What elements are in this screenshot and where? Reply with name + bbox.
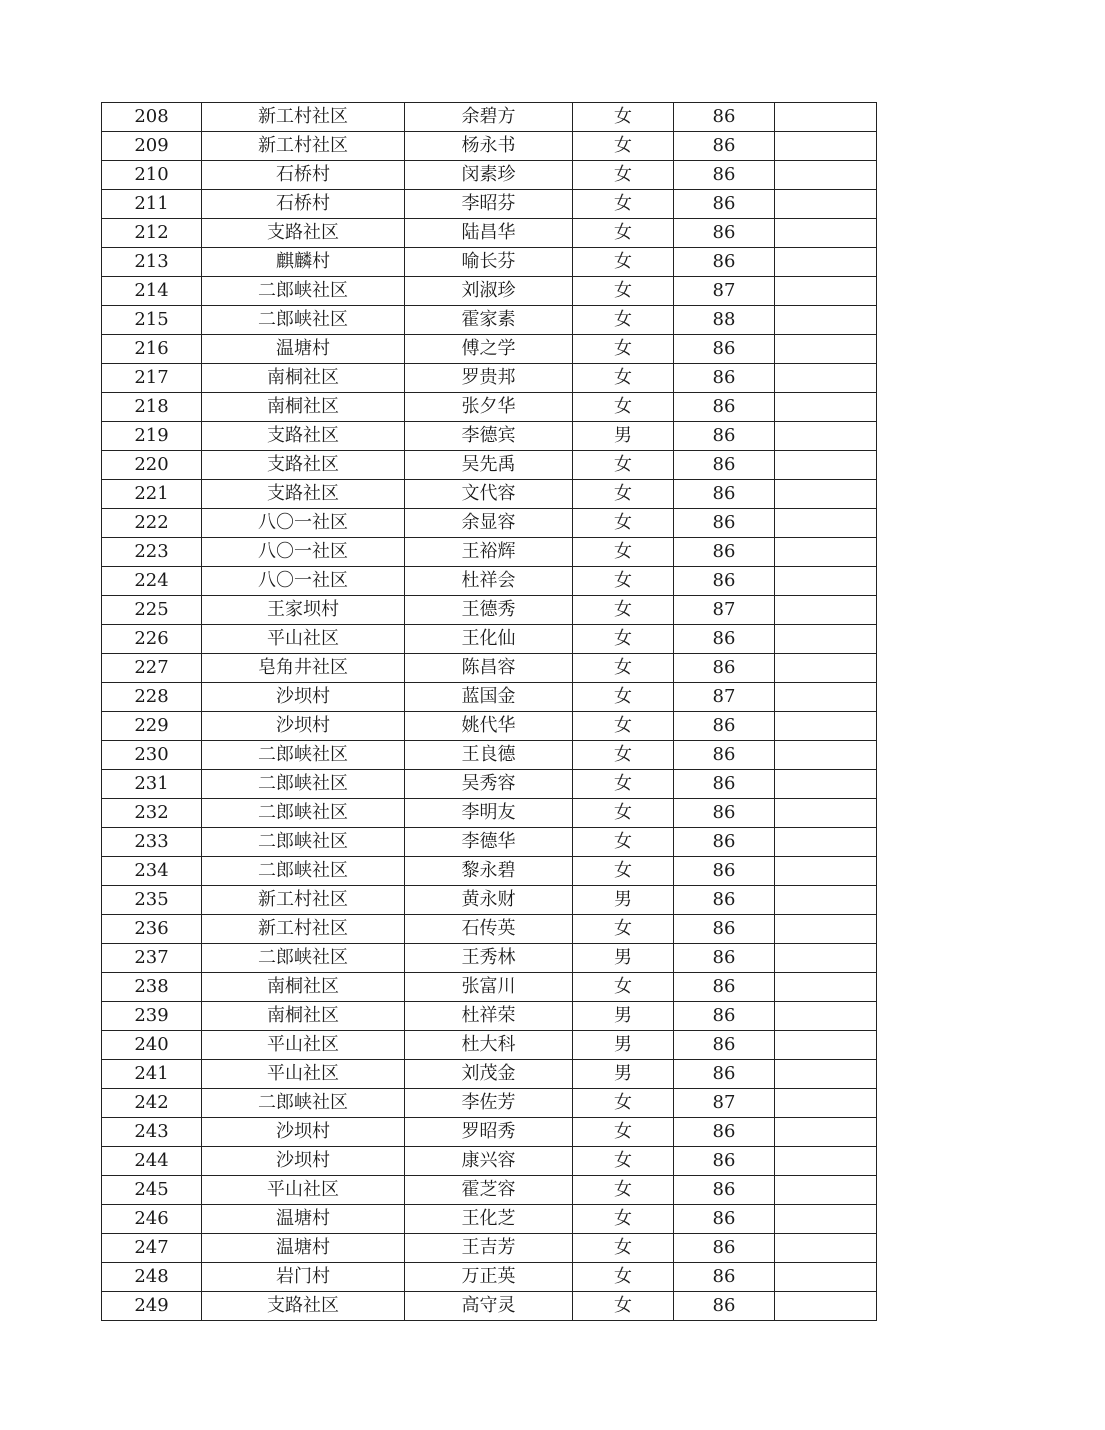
community-cell: 新工村社区 xyxy=(202,103,405,132)
community-cell: 麒麟村 xyxy=(202,248,405,277)
row-number-cell: 249 xyxy=(102,1292,202,1321)
community-cell: 支路社区 xyxy=(202,422,405,451)
gender-cell: 女 xyxy=(573,538,674,567)
row-number-cell: 248 xyxy=(102,1263,202,1292)
note-cell xyxy=(775,190,877,219)
name-cell: 陈昌容 xyxy=(405,654,573,683)
row-number-cell: 216 xyxy=(102,335,202,364)
row-number-cell: 214 xyxy=(102,277,202,306)
community-cell: 沙坝村 xyxy=(202,1118,405,1147)
age-cell: 86 xyxy=(674,335,775,364)
name-cell: 霍家素 xyxy=(405,306,573,335)
table-row xyxy=(102,1234,877,1263)
row-number-cell: 242 xyxy=(102,1089,202,1118)
age-cell: 86 xyxy=(674,1031,775,1060)
table-row xyxy=(102,248,877,277)
age-cell: 86 xyxy=(674,393,775,422)
gender-cell: 女 xyxy=(573,1205,674,1234)
name-cell: 石传英 xyxy=(405,915,573,944)
note-cell xyxy=(775,799,877,828)
note-cell xyxy=(775,509,877,538)
row-number-cell: 219 xyxy=(102,422,202,451)
note-cell xyxy=(775,596,877,625)
community-cell: 新工村社区 xyxy=(202,132,405,161)
gender-cell: 女 xyxy=(573,799,674,828)
name-cell: 蓝国金 xyxy=(405,683,573,712)
community-cell: 沙坝村 xyxy=(202,683,405,712)
row-number-cell: 234 xyxy=(102,857,202,886)
row-number-cell: 240 xyxy=(102,1031,202,1060)
gender-cell: 女 xyxy=(573,1147,674,1176)
note-cell xyxy=(775,103,877,132)
age-cell: 87 xyxy=(674,1089,775,1118)
table-row xyxy=(102,451,877,480)
gender-cell: 女 xyxy=(573,509,674,538)
community-cell: 岩门村 xyxy=(202,1263,405,1292)
table-row xyxy=(102,944,877,973)
gender-cell: 男 xyxy=(573,886,674,915)
row-number-cell: 241 xyxy=(102,1060,202,1089)
age-cell: 86 xyxy=(674,915,775,944)
community-cell: 平山社区 xyxy=(202,1176,405,1205)
community-cell: 温塘村 xyxy=(202,335,405,364)
table-row xyxy=(102,190,877,219)
name-cell: 万正英 xyxy=(405,1263,573,1292)
age-cell: 86 xyxy=(674,538,775,567)
gender-cell: 女 xyxy=(573,1176,674,1205)
note-cell xyxy=(775,1089,877,1118)
age-cell: 86 xyxy=(674,828,775,857)
age-cell: 86 xyxy=(674,190,775,219)
gender-cell: 男 xyxy=(573,1002,674,1031)
row-number-cell: 235 xyxy=(102,886,202,915)
name-cell: 刘淑珍 xyxy=(405,277,573,306)
gender-cell: 女 xyxy=(573,248,674,277)
community-cell: 沙坝村 xyxy=(202,712,405,741)
community-cell: 石桥村 xyxy=(202,161,405,190)
row-number-cell: 228 xyxy=(102,683,202,712)
note-cell xyxy=(775,393,877,422)
table-row xyxy=(102,161,877,190)
note-cell xyxy=(775,770,877,799)
name-cell: 余显容 xyxy=(405,509,573,538)
table-row xyxy=(102,1118,877,1147)
name-cell: 刘茂金 xyxy=(405,1060,573,1089)
community-cell: 支路社区 xyxy=(202,480,405,509)
age-cell: 86 xyxy=(674,944,775,973)
community-cell: 二郎峡社区 xyxy=(202,277,405,306)
row-number-cell: 232 xyxy=(102,799,202,828)
community-cell: 二郎峡社区 xyxy=(202,799,405,828)
table-row xyxy=(102,1002,877,1031)
age-cell: 86 xyxy=(674,1176,775,1205)
table-row xyxy=(102,538,877,567)
community-cell: 南桐社区 xyxy=(202,973,405,1002)
age-cell: 86 xyxy=(674,451,775,480)
row-number-cell: 247 xyxy=(102,1234,202,1263)
row-number-cell: 231 xyxy=(102,770,202,799)
gender-cell: 女 xyxy=(573,364,674,393)
row-number-cell: 209 xyxy=(102,132,202,161)
table-row xyxy=(102,1263,877,1292)
gender-cell: 女 xyxy=(573,654,674,683)
name-cell: 王裕辉 xyxy=(405,538,573,567)
table-row xyxy=(102,335,877,364)
table-row xyxy=(102,277,877,306)
table-row xyxy=(102,915,877,944)
note-cell xyxy=(775,741,877,770)
gender-cell: 男 xyxy=(573,1060,674,1089)
table-row xyxy=(102,596,877,625)
name-cell: 张夕华 xyxy=(405,393,573,422)
age-cell: 87 xyxy=(674,596,775,625)
gender-cell: 女 xyxy=(573,1234,674,1263)
age-cell: 86 xyxy=(674,1292,775,1321)
gender-cell: 女 xyxy=(573,741,674,770)
age-cell: 86 xyxy=(674,161,775,190)
table-row xyxy=(102,828,877,857)
community-cell: 二郎峡社区 xyxy=(202,828,405,857)
gender-cell: 女 xyxy=(573,480,674,509)
note-cell xyxy=(775,654,877,683)
note-cell xyxy=(775,1205,877,1234)
table-row xyxy=(102,1205,877,1234)
table-row xyxy=(102,509,877,538)
note-cell xyxy=(775,828,877,857)
gender-cell: 女 xyxy=(573,828,674,857)
community-cell: 支路社区 xyxy=(202,219,405,248)
row-number-cell: 210 xyxy=(102,161,202,190)
name-cell: 傅之学 xyxy=(405,335,573,364)
note-cell xyxy=(775,1060,877,1089)
community-cell: 王家坝村 xyxy=(202,596,405,625)
row-number-cell: 220 xyxy=(102,451,202,480)
community-cell: 皂角井社区 xyxy=(202,654,405,683)
table-row xyxy=(102,799,877,828)
gender-cell: 女 xyxy=(573,1089,674,1118)
note-cell xyxy=(775,944,877,973)
age-cell: 86 xyxy=(674,132,775,161)
row-number-cell: 245 xyxy=(102,1176,202,1205)
gender-cell: 男 xyxy=(573,1031,674,1060)
roster-table-body xyxy=(102,103,877,1321)
name-cell: 王德秀 xyxy=(405,596,573,625)
name-cell: 康兴容 xyxy=(405,1147,573,1176)
age-cell: 87 xyxy=(674,683,775,712)
gender-cell: 女 xyxy=(573,1263,674,1292)
name-cell: 王吉芳 xyxy=(405,1234,573,1263)
gender-cell: 女 xyxy=(573,190,674,219)
community-cell: 支路社区 xyxy=(202,1292,405,1321)
table-row xyxy=(102,973,877,1002)
age-cell: 86 xyxy=(674,973,775,1002)
gender-cell: 女 xyxy=(573,306,674,335)
gender-cell: 女 xyxy=(573,219,674,248)
community-cell: 二郎峡社区 xyxy=(202,857,405,886)
table-row xyxy=(102,306,877,335)
note-cell xyxy=(775,335,877,364)
name-cell: 霍芝容 xyxy=(405,1176,573,1205)
age-cell: 86 xyxy=(674,770,775,799)
note-cell xyxy=(775,219,877,248)
row-number-cell: 233 xyxy=(102,828,202,857)
table-row xyxy=(102,1147,877,1176)
note-cell xyxy=(775,683,877,712)
note-cell xyxy=(775,451,877,480)
note-cell xyxy=(775,1263,877,1292)
gender-cell: 男 xyxy=(573,422,674,451)
age-cell: 86 xyxy=(674,1263,775,1292)
row-number-cell: 238 xyxy=(102,973,202,1002)
age-cell: 86 xyxy=(674,741,775,770)
gender-cell: 女 xyxy=(573,132,674,161)
age-cell: 86 xyxy=(674,1118,775,1147)
gender-cell: 女 xyxy=(573,596,674,625)
row-number-cell: 230 xyxy=(102,741,202,770)
gender-cell: 女 xyxy=(573,915,674,944)
row-number-cell: 246 xyxy=(102,1205,202,1234)
note-cell xyxy=(775,422,877,451)
gender-cell: 女 xyxy=(573,1118,674,1147)
community-cell: 新工村社区 xyxy=(202,886,405,915)
note-cell xyxy=(775,712,877,741)
age-cell: 86 xyxy=(674,103,775,132)
row-number-cell: 237 xyxy=(102,944,202,973)
gender-cell: 女 xyxy=(573,103,674,132)
name-cell: 杜祥会 xyxy=(405,567,573,596)
age-cell: 86 xyxy=(674,857,775,886)
note-cell xyxy=(775,306,877,335)
age-cell: 86 xyxy=(674,509,775,538)
age-cell: 86 xyxy=(674,248,775,277)
table-row xyxy=(102,857,877,886)
community-cell: 沙坝村 xyxy=(202,1147,405,1176)
age-cell: 86 xyxy=(674,886,775,915)
table-row xyxy=(102,625,877,654)
table-row xyxy=(102,132,877,161)
table-row xyxy=(102,1089,877,1118)
row-number-cell: 221 xyxy=(102,480,202,509)
age-cell: 86 xyxy=(674,422,775,451)
row-number-cell: 222 xyxy=(102,509,202,538)
community-cell: 平山社区 xyxy=(202,1031,405,1060)
note-cell xyxy=(775,886,877,915)
community-cell: 八〇一社区 xyxy=(202,509,405,538)
age-cell: 86 xyxy=(674,1234,775,1263)
community-cell: 平山社区 xyxy=(202,1060,405,1089)
gender-cell: 女 xyxy=(573,683,674,712)
name-cell: 罗昭秀 xyxy=(405,1118,573,1147)
age-cell: 86 xyxy=(674,1002,775,1031)
name-cell: 李德华 xyxy=(405,828,573,857)
note-cell xyxy=(775,915,877,944)
row-number-cell: 227 xyxy=(102,654,202,683)
row-number-cell: 229 xyxy=(102,712,202,741)
age-cell: 86 xyxy=(674,712,775,741)
age-cell: 86 xyxy=(674,1205,775,1234)
gender-cell: 女 xyxy=(573,335,674,364)
row-number-cell: 226 xyxy=(102,625,202,654)
note-cell xyxy=(775,1031,877,1060)
table-row xyxy=(102,1292,877,1321)
note-cell xyxy=(775,567,877,596)
note-cell xyxy=(775,364,877,393)
community-cell: 支路社区 xyxy=(202,451,405,480)
age-cell: 87 xyxy=(674,277,775,306)
note-cell xyxy=(775,132,877,161)
name-cell: 杜祥荣 xyxy=(405,1002,573,1031)
community-cell: 温塘村 xyxy=(202,1205,405,1234)
name-cell: 张富川 xyxy=(405,973,573,1002)
name-cell: 高守灵 xyxy=(405,1292,573,1321)
community-cell: 温塘村 xyxy=(202,1234,405,1263)
age-cell: 86 xyxy=(674,654,775,683)
row-number-cell: 212 xyxy=(102,219,202,248)
gender-cell: 女 xyxy=(573,712,674,741)
note-cell xyxy=(775,161,877,190)
gender-cell: 女 xyxy=(573,1292,674,1321)
row-number-cell: 244 xyxy=(102,1147,202,1176)
name-cell: 李德宾 xyxy=(405,422,573,451)
name-cell: 王化芝 xyxy=(405,1205,573,1234)
name-cell: 闵素珍 xyxy=(405,161,573,190)
row-number-cell: 225 xyxy=(102,596,202,625)
table-row xyxy=(102,654,877,683)
table-row xyxy=(102,480,877,509)
gender-cell: 女 xyxy=(573,625,674,654)
name-cell: 王秀林 xyxy=(405,944,573,973)
table-row xyxy=(102,1031,877,1060)
row-number-cell: 213 xyxy=(102,248,202,277)
row-number-cell: 217 xyxy=(102,364,202,393)
name-cell: 吴秀容 xyxy=(405,770,573,799)
table-row xyxy=(102,393,877,422)
age-cell: 86 xyxy=(674,1060,775,1089)
table-row xyxy=(102,567,877,596)
age-cell: 86 xyxy=(674,1147,775,1176)
community-cell: 二郎峡社区 xyxy=(202,306,405,335)
note-cell xyxy=(775,538,877,567)
name-cell: 王化仙 xyxy=(405,625,573,654)
note-cell xyxy=(775,625,877,654)
table-row xyxy=(102,712,877,741)
row-number-cell: 223 xyxy=(102,538,202,567)
gender-cell: 女 xyxy=(573,393,674,422)
gender-cell: 女 xyxy=(573,857,674,886)
row-number-cell: 224 xyxy=(102,567,202,596)
gender-cell: 女 xyxy=(573,770,674,799)
table-row xyxy=(102,1176,877,1205)
note-cell xyxy=(775,1292,877,1321)
community-cell: 石桥村 xyxy=(202,190,405,219)
community-cell: 平山社区 xyxy=(202,625,405,654)
note-cell xyxy=(775,1118,877,1147)
row-number-cell: 243 xyxy=(102,1118,202,1147)
community-cell: 南桐社区 xyxy=(202,393,405,422)
community-cell: 二郎峡社区 xyxy=(202,944,405,973)
name-cell: 余碧方 xyxy=(405,103,573,132)
table-row xyxy=(102,219,877,248)
name-cell: 李明友 xyxy=(405,799,573,828)
community-cell: 新工村社区 xyxy=(202,915,405,944)
name-cell: 吴先禹 xyxy=(405,451,573,480)
roster-table xyxy=(101,102,877,1321)
table-row xyxy=(102,741,877,770)
name-cell: 王良德 xyxy=(405,741,573,770)
table-row xyxy=(102,1060,877,1089)
row-number-cell: 215 xyxy=(102,306,202,335)
note-cell xyxy=(775,1234,877,1263)
name-cell: 黎永碧 xyxy=(405,857,573,886)
note-cell xyxy=(775,248,877,277)
note-cell xyxy=(775,973,877,1002)
table-row xyxy=(102,886,877,915)
name-cell: 李昭芬 xyxy=(405,190,573,219)
name-cell: 喻长芬 xyxy=(405,248,573,277)
note-cell xyxy=(775,1147,877,1176)
table-row xyxy=(102,364,877,393)
age-cell: 86 xyxy=(674,219,775,248)
age-cell: 88 xyxy=(674,306,775,335)
name-cell: 陆昌华 xyxy=(405,219,573,248)
name-cell: 罗贵邦 xyxy=(405,364,573,393)
note-cell xyxy=(775,1176,877,1205)
gender-cell: 男 xyxy=(573,944,674,973)
community-cell: 二郎峡社区 xyxy=(202,770,405,799)
gender-cell: 女 xyxy=(573,161,674,190)
age-cell: 86 xyxy=(674,364,775,393)
row-number-cell: 208 xyxy=(102,103,202,132)
gender-cell: 女 xyxy=(573,973,674,1002)
note-cell xyxy=(775,277,877,306)
gender-cell: 女 xyxy=(573,277,674,306)
row-number-cell: 236 xyxy=(102,915,202,944)
row-number-cell: 239 xyxy=(102,1002,202,1031)
community-cell: 二郎峡社区 xyxy=(202,1089,405,1118)
age-cell: 86 xyxy=(674,799,775,828)
name-cell: 杜大科 xyxy=(405,1031,573,1060)
community-cell: 南桐社区 xyxy=(202,364,405,393)
gender-cell: 女 xyxy=(573,451,674,480)
community-cell: 八〇一社区 xyxy=(202,567,405,596)
table-row xyxy=(102,103,877,132)
name-cell: 黄永财 xyxy=(405,886,573,915)
name-cell: 李佐芳 xyxy=(405,1089,573,1118)
note-cell xyxy=(775,480,877,509)
note-cell xyxy=(775,1002,877,1031)
community-cell: 八〇一社区 xyxy=(202,538,405,567)
name-cell: 姚代华 xyxy=(405,712,573,741)
name-cell: 文代容 xyxy=(405,480,573,509)
table-row xyxy=(102,683,877,712)
row-number-cell: 218 xyxy=(102,393,202,422)
gender-cell: 女 xyxy=(573,567,674,596)
community-cell: 二郎峡社区 xyxy=(202,741,405,770)
row-number-cell: 211 xyxy=(102,190,202,219)
age-cell: 86 xyxy=(674,625,775,654)
name-cell: 杨永书 xyxy=(405,132,573,161)
note-cell xyxy=(775,857,877,886)
age-cell: 86 xyxy=(674,480,775,509)
table-row xyxy=(102,770,877,799)
age-cell: 86 xyxy=(674,567,775,596)
community-cell: 南桐社区 xyxy=(202,1002,405,1031)
table-row xyxy=(102,422,877,451)
